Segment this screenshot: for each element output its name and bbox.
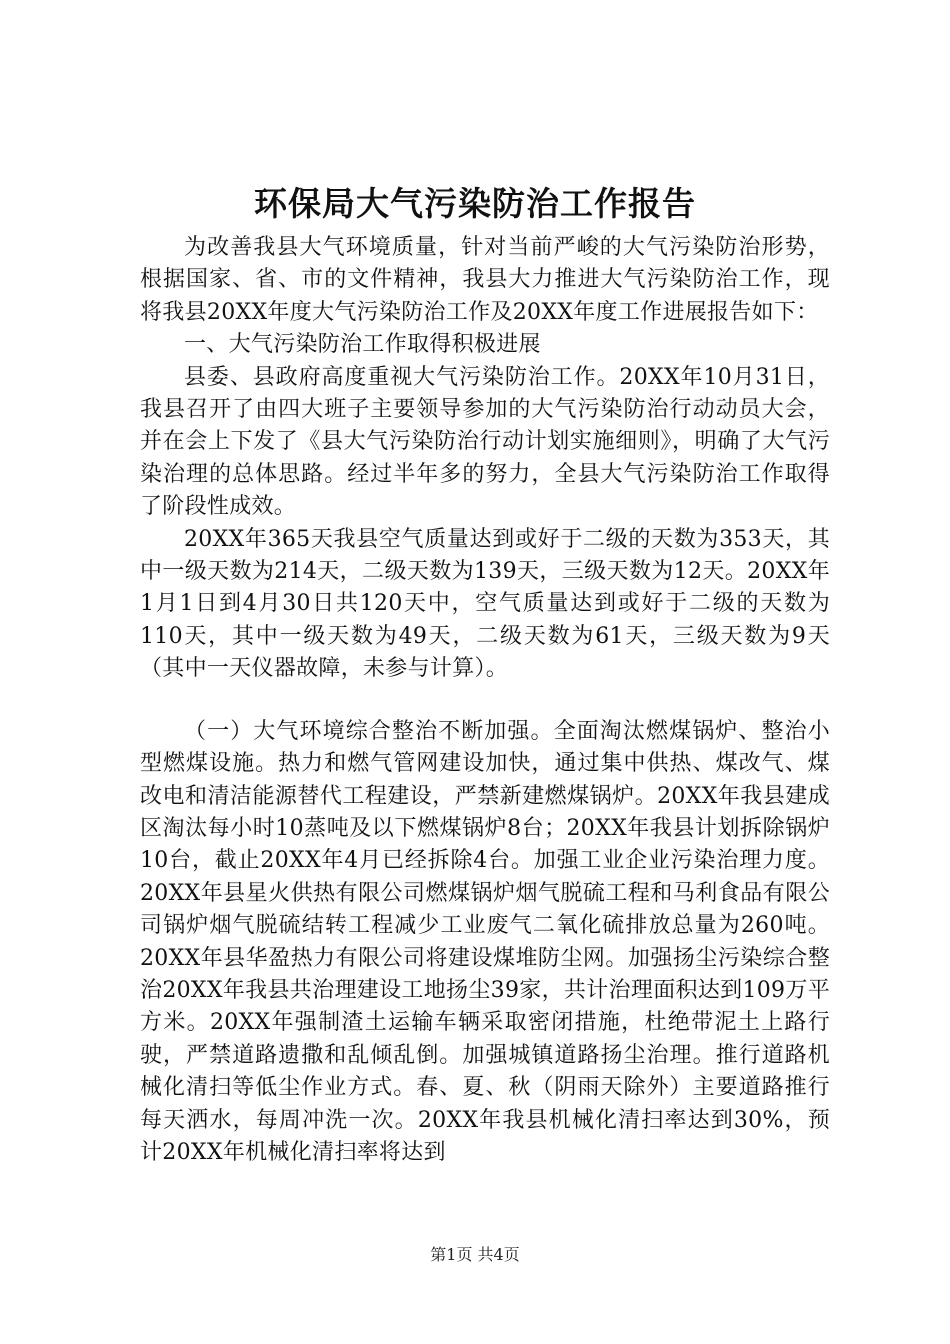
subsection-paragraph: （一）大气环境综合整治不断加强。全面淘汰燃煤锅炉、整治小型燃煤设施。热力和燃气管网建设加快，通过集中供热、煤改气、煤改电和清洁能源替代工程建设，严禁新建燃煤锅炉。20XX年我县建成区淘汰每小时10蒸吨及以下燃煤锅炉8台；20XX年我县计划拆除锅炉10台，截止20XX年4月已经拆除4台。加强工业企业污染治理力度。20XX年县星火供热有限公司燃煤锅炉烟气脱硫工程和马利食品有限公司锅炉烟气脱硫结转工程减少工业废气二氧化硫排放总量为260吨。20XX年县华盈热力有限公司将建设煤堆防尘网。加强扬尘污染综合整治20XX年我县共治理建设工地扬尘39家，共计治理面积达到109万平方米。20XX年强制渣土运输车辆采取密闭措施，杜绝带泥土上路行驶，严禁道路遗撒和乱倾乱倒。加强城镇道路扬尘治理。推行道路机械化清扫等低尘作业方式。春、夏、秋（阴雨天除外）主要道路推行每天洒水，每周冲洗一次。20XX年我县机械化清扫率达到30%，预计20XX年机械化清扫率将达到 — [140, 718, 830, 1165]
statistics-paragraph: 20XX年365天我县空气质量达到或好于二级的天数为353天，其中一级天数为214天，二级天数为139天，三级天数为12天。20XX年1月1日到4月30日共120天中，空气质量达到或好于二级的天数为110天，其中一级天数为49天，二级天数为61天，三级天数为9天（其中一天仪器故障，未参与计算）。 — [140, 526, 830, 682]
document-body — [140, 232, 830, 1169]
body-paragraph: 县委、县政府高度重视大气污染防治工作。20XX年10月31日，我县召开了由四大班子主要领导参加的大气污染防治行动动员大会，并在会上下发了《县大气污染防治行动计划实施细则》，明确了大气污染治理的总体思路。经过半年多的努力，全县大气污染防治工作取得了阶段性成效。 — [140, 364, 830, 520]
section-heading: 一、大气污染防治工作取得积极进展 — [184, 332, 541, 358]
intro-paragraph: 为改善我县大气环境质量，针对当前严峻的大气污染防治形势，根据国家、省、市的文件精神，我县大力推进大气污染防治工作，现将我县20XX年度大气污染防治工作及20XX年度工作进展报告如下： — [140, 235, 830, 325]
document-title: 环保局大气污染防治工作报告 — [254, 184, 696, 223]
page-number-footer: 第1页 共4页 — [430, 1245, 520, 1264]
